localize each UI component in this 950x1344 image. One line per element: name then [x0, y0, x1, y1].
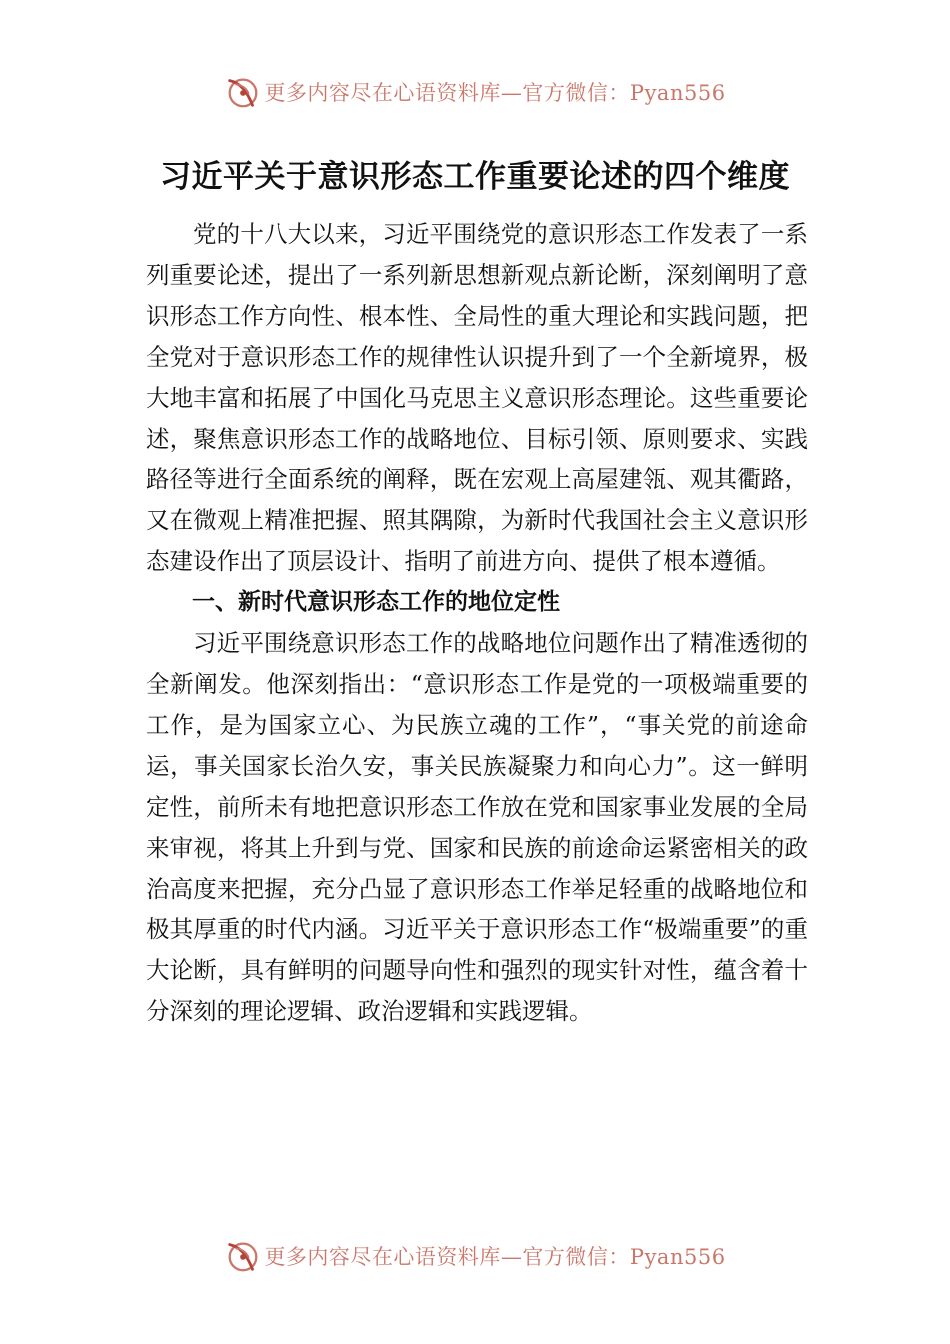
- feather-logo-icon: [224, 73, 262, 111]
- document-body: [146, 214, 808, 1032]
- intro-paragraph: 党的十八大以来，习近平围绕党的意识形态工作发表了一系列重要论述，提出了一系列新思想新观点新论断，深刻阐明了意识形态工作方向性、根本性、全局性的重大理论和实践问题，把全党对于意识形态工作的规律性认识提升到了一个全新境界，极大地丰富和拓展了中国化马克思主义意识形态理论。这些重要论述，聚焦意识形态工作的战略地位、目标引领、原则要求、实践路径等进行全面系统的阐释，既在宏观上高屋建瓴、观其衢路，又在微观上精准把握、照其隅隙，为新时代我国社会主义意识形态建设作出了顶层设计、指明了前进方向、提供了根本遵循。: [146, 220, 808, 576]
- section-heading: 一、新时代意识形态工作的地位定性: [192, 589, 560, 616]
- document-title: 习近平关于意识形态工作重要论述的四个维度: [160, 158, 790, 195]
- watermark-text: 更多内容尽在心语资料库—官方微信：Pyan556: [264, 81, 726, 105]
- watermark-header: [0, 72, 950, 112]
- feather-logo-icon: [224, 1237, 262, 1275]
- watermark-footer: [0, 1236, 950, 1276]
- watermark-text: 更多内容尽在心语资料库—官方微信：Pyan556: [264, 1245, 726, 1269]
- section-paragraph: 习近平围绕意识形态工作的战略地位问题作出了精准透彻的全新阐发。他深刻指出：“意识形态工作是党的一项极端重要的工作，是为国家立心、为民族立魂的工作”，“事关党的前途命运，事关国家长治久安，事关民族凝聚力和向心力”。这一鲜明定性，前所未有地把意识形态工作放在党和国家事业发展的全局来审视，将其上升到与党、国家和民族的前途命运紧密相关的政治高度来把握，充分凸显了意识形态工作举足轻重的战略地位和极其厚重的时代内涵。习近平关于意识形态工作“极端重要”的重大论断，具有鲜明的问题导向性和强烈的现实针对性，蕴含着十分深刻的理论逻辑、政治逻辑和实践逻辑。: [146, 629, 808, 1026]
